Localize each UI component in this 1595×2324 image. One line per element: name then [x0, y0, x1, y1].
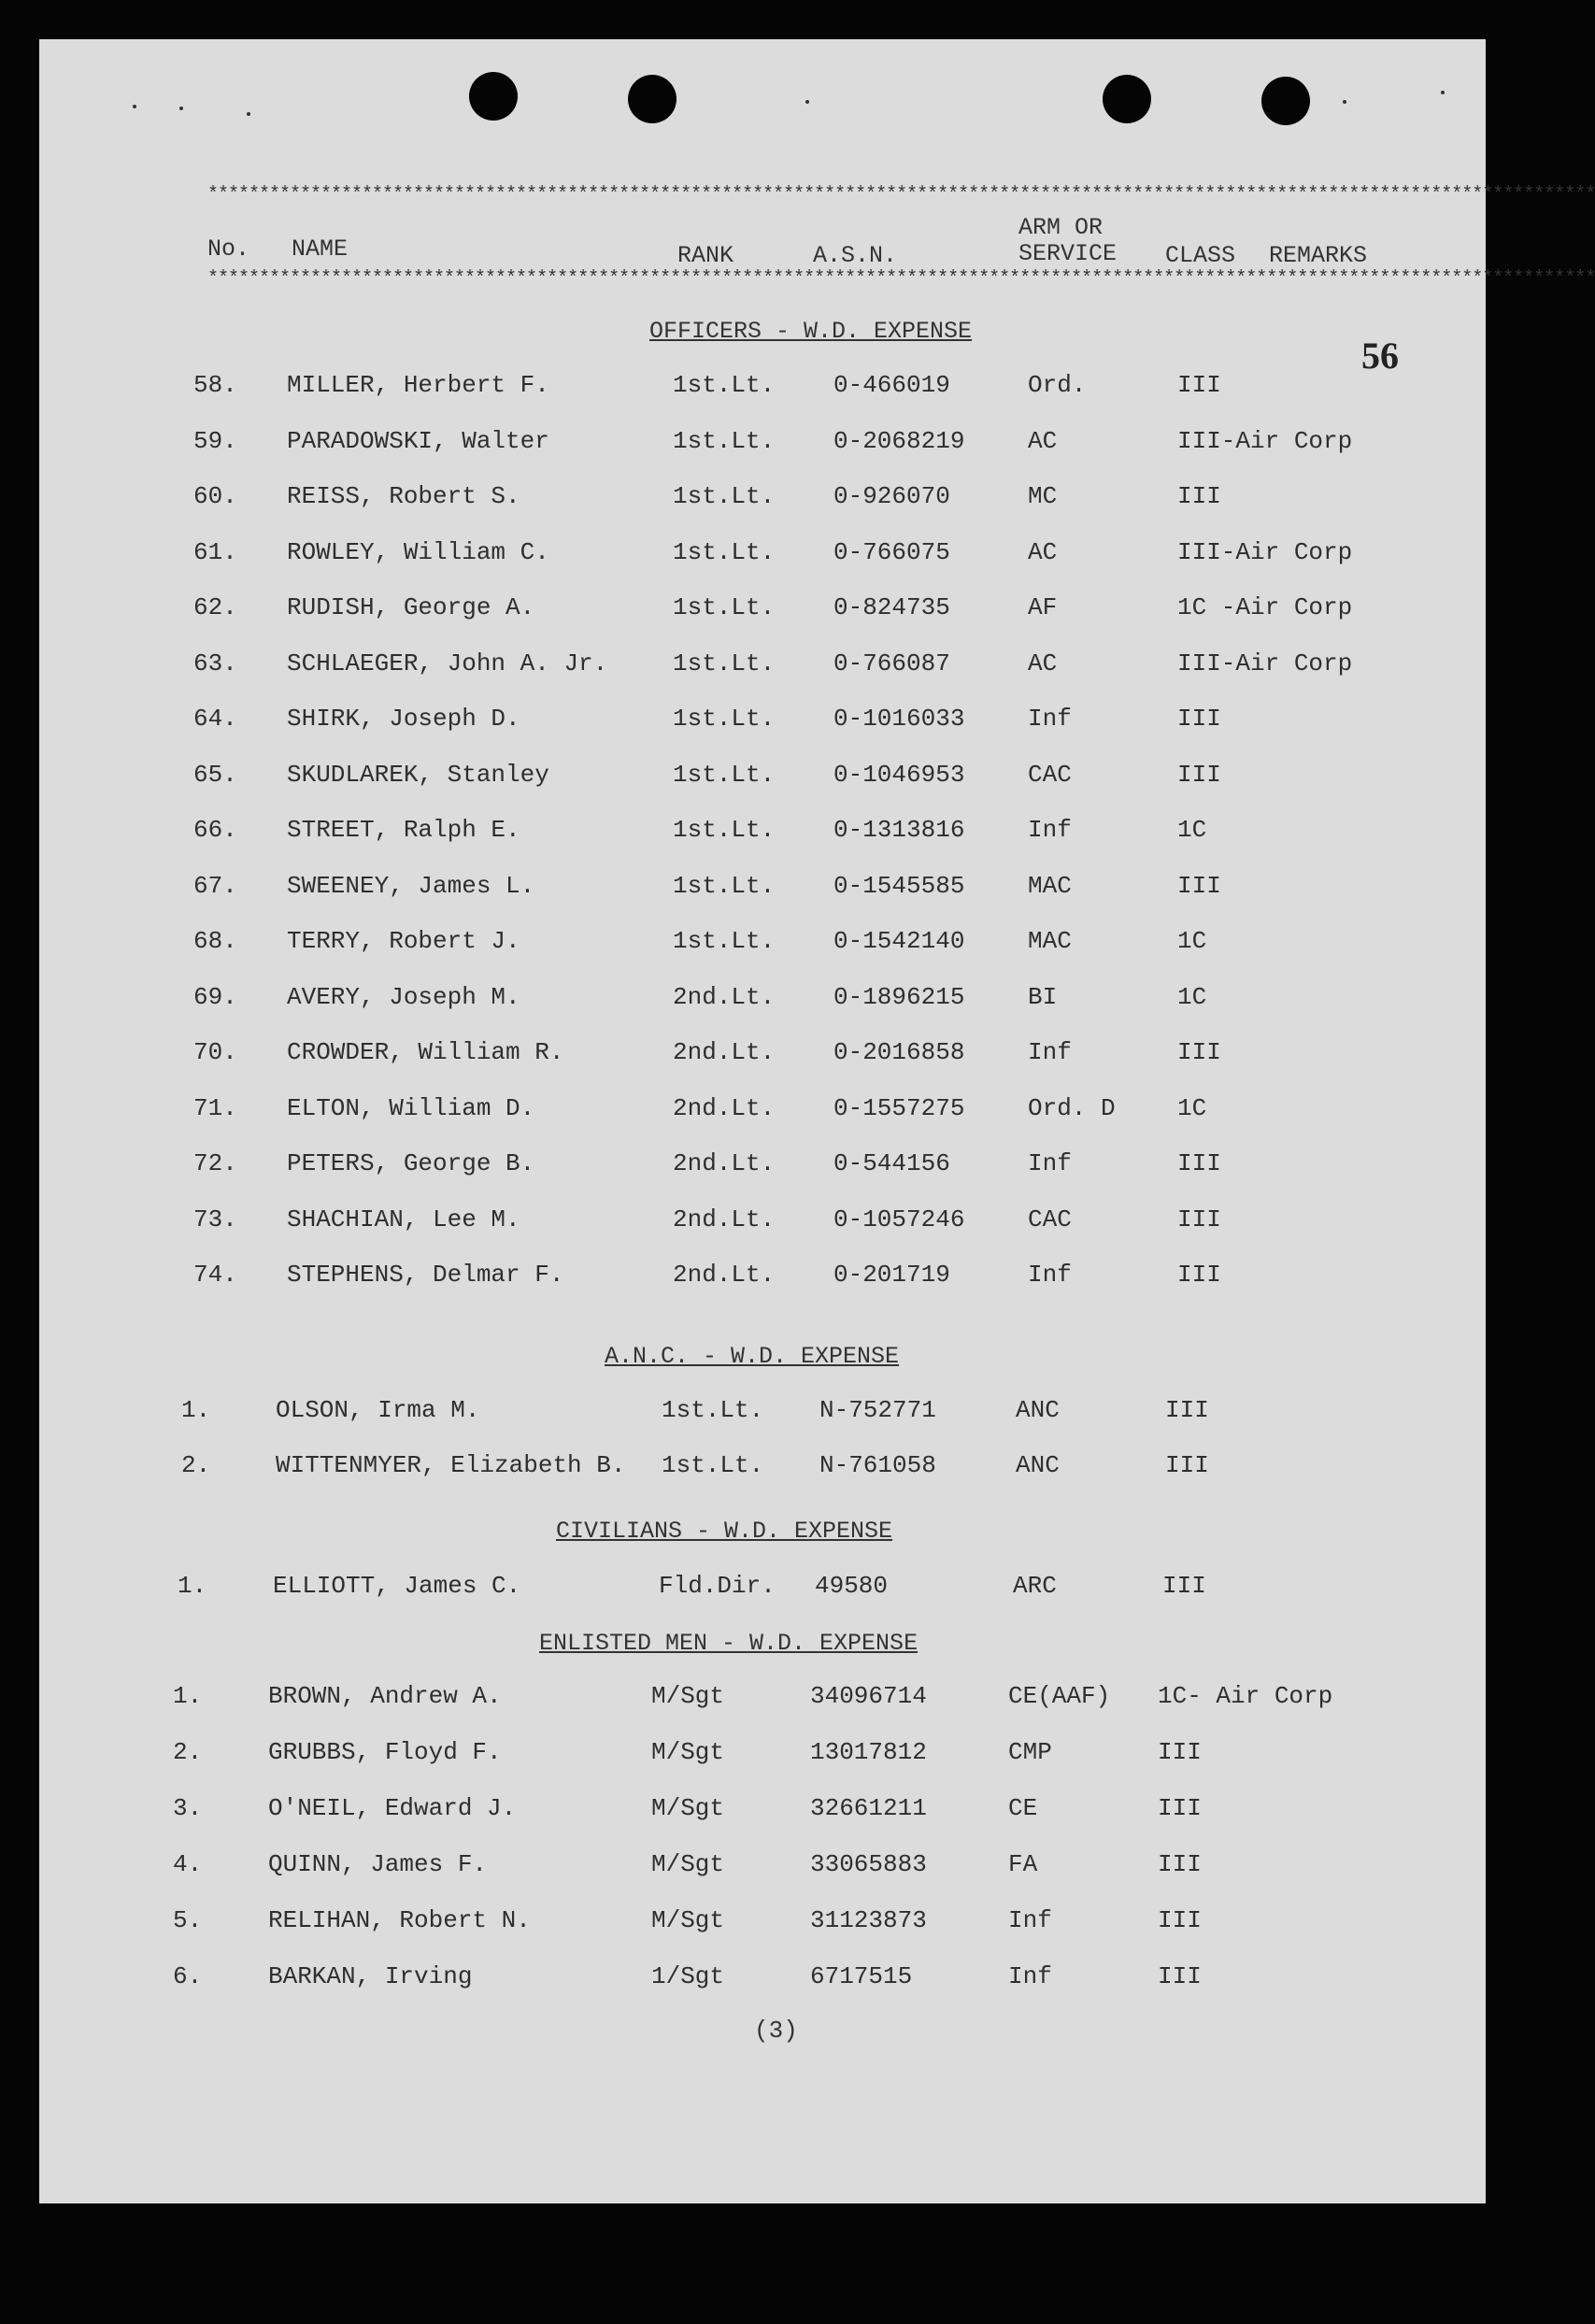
cell-rank: M/Sgt	[651, 1794, 725, 1822]
cell-asn: 0-1016033	[833, 705, 965, 733]
cell-service: BI	[1028, 982, 1058, 1011]
cell-asn: 0-1313816	[833, 816, 965, 844]
cell-rank: 1st.Lt.	[673, 593, 776, 621]
table-row	[39, 1906, 1486, 1944]
cell-name: RELIHAN, Robert N.	[268, 1906, 531, 1934]
cell-class: 1C	[1177, 982, 1207, 1011]
cell-class: III-Air Corp	[1177, 649, 1353, 677]
cell-class: III	[1177, 1205, 1221, 1233]
cell-no: 3.	[173, 1794, 203, 1822]
table-row	[39, 1396, 1486, 1433]
table-row	[39, 983, 1486, 1020]
cell-no: 73.	[193, 1205, 237, 1233]
cell-rank: 2nd.Lt.	[673, 1038, 776, 1066]
table-row	[39, 371, 1486, 408]
cell-asn: 33065883	[810, 1850, 927, 1878]
cell-name: MILLER, Herbert F.	[287, 371, 549, 399]
stars-rule-bottom: ***************************************************************************************************************************************	[207, 268, 1595, 290]
cell-class: III	[1177, 871, 1221, 900]
cell-service: MAC	[1028, 927, 1072, 955]
header-name: NAME	[292, 235, 349, 263]
cell-asn: 0-1542140	[833, 927, 965, 955]
cell-class: III	[1158, 1906, 1202, 1934]
punch-hole	[1103, 75, 1151, 123]
cell-rank: M/Sgt	[651, 1906, 725, 1934]
cell-name: RUDISH, George A.	[287, 593, 535, 621]
cell-rank: 2nd.Lt.	[673, 1149, 776, 1177]
cell-service: CE	[1008, 1794, 1038, 1822]
cell-service: ARC	[1013, 1572, 1057, 1600]
speck	[133, 105, 136, 108]
table-row	[39, 1149, 1486, 1187]
table-row	[39, 1738, 1486, 1775]
cell-service: Inf	[1008, 1962, 1052, 1990]
cell-name: STEPHENS, Delmar F.	[287, 1261, 564, 1289]
cell-no: 70.	[193, 1038, 237, 1066]
cell-service: Inf	[1028, 1038, 1072, 1066]
cell-name: SHIRK, Joseph D.	[287, 705, 520, 733]
cell-rank: M/Sgt	[651, 1850, 725, 1878]
table-row	[39, 1572, 1486, 1609]
cell-name: SKUDLAREK, Stanley	[287, 760, 549, 789]
cell-rank: 2nd.Lt.	[673, 1261, 776, 1289]
document-page	[39, 39, 1595, 2203]
table-row	[39, 1794, 1486, 1832]
cell-name: REISS, Robert S.	[287, 482, 520, 510]
cell-asn: 13017812	[810, 1738, 927, 1766]
cell-service: MAC	[1028, 871, 1072, 900]
cell-rank: 1st.Lt.	[673, 927, 776, 955]
cell-rank: 1/Sgt	[651, 1962, 725, 1990]
cell-rank: 1st.Lt.	[662, 1396, 764, 1424]
cell-class: III	[1177, 705, 1221, 733]
cell-rank: 1st.Lt.	[673, 871, 776, 900]
cell-rank: 1st.Lt.	[673, 371, 776, 399]
cell-rank: M/Sgt	[651, 1682, 725, 1710]
cell-class: 1C	[1177, 816, 1207, 844]
table-row	[39, 816, 1486, 853]
section-title-anc: A.N.C. - W.D. EXPENSE	[605, 1343, 900, 1370]
table-row	[39, 1038, 1486, 1076]
cell-rank: M/Sgt	[651, 1738, 725, 1766]
cell-name: SWEENEY, James L.	[287, 871, 535, 900]
section-title-enlisted: ENLISTED MEN - W.D. EXPENSE	[539, 1630, 919, 1657]
table-row	[39, 1205, 1486, 1243]
table-row	[39, 1962, 1486, 2000]
cell-service: ANC	[1016, 1396, 1060, 1424]
cell-name: O'NEIL, Edward J.	[268, 1794, 517, 1822]
section-title-civilians: CIVILIANS - W.D. EXPENSE	[556, 1518, 893, 1545]
cell-no: 63.	[193, 649, 237, 677]
cell-asn: 0-544156	[833, 1149, 950, 1177]
cell-name: PARADOWSKI, Walter	[287, 426, 549, 455]
cell-service: MC	[1028, 482, 1058, 510]
cell-asn: 0-766087	[833, 649, 950, 677]
cell-class: III	[1165, 1451, 1209, 1479]
cell-name: BARKAN, Irving	[268, 1962, 473, 1990]
cell-asn: 0-2068219	[833, 426, 965, 455]
cell-asn: 0-466019	[833, 371, 950, 399]
table-row	[39, 761, 1486, 798]
cell-no: 2.	[181, 1451, 211, 1479]
cell-rank: 1st.Lt.	[662, 1451, 764, 1479]
cell-asn: 0-1046953	[833, 760, 965, 789]
table-row	[39, 1451, 1486, 1489]
cell-class: 1C -Air Corp	[1177, 593, 1353, 621]
table-row	[39, 482, 1486, 520]
cell-name: BROWN, Andrew A.	[268, 1682, 502, 1710]
cell-class: III	[1158, 1850, 1202, 1878]
cell-asn: 6717515	[810, 1962, 913, 1990]
cell-no: 64.	[193, 705, 237, 733]
cell-name: STREET, Ralph E.	[287, 816, 520, 844]
cell-class: 1C	[1177, 927, 1207, 955]
cell-name: ELTON, William D.	[287, 1093, 535, 1122]
cell-no: 2.	[173, 1738, 203, 1766]
page-number: 56	[1361, 335, 1399, 377]
table-row	[39, 705, 1486, 742]
cell-no: 59.	[193, 426, 237, 455]
cell-name: SCHLAEGER, John A. Jr.	[287, 649, 608, 677]
cell-no: 5.	[173, 1906, 203, 1934]
cell-service: AC	[1028, 426, 1058, 455]
cell-asn: 0-824735	[833, 593, 950, 621]
cell-rank: 2nd.Lt.	[673, 1205, 776, 1233]
cell-class: III	[1177, 371, 1221, 399]
cell-class: III	[1177, 482, 1221, 510]
cell-service: ANC	[1016, 1451, 1060, 1479]
cell-class: 1C- Air Corp	[1158, 1682, 1333, 1710]
cell-service: Ord.	[1028, 371, 1087, 399]
cell-no: 62.	[193, 593, 237, 621]
page-footer: (3)	[754, 2017, 798, 2045]
cell-no: 60.	[193, 482, 237, 510]
cell-class: III	[1158, 1962, 1202, 1990]
cell-service: Inf	[1028, 1261, 1072, 1289]
cell-asn: 0-1896215	[833, 982, 965, 1011]
cell-class: III	[1158, 1738, 1202, 1766]
cell-service: AC	[1028, 649, 1058, 677]
cell-rank: 1st.Lt.	[673, 482, 776, 510]
cell-name: WITTENMYER, Elizabeth B.	[276, 1451, 626, 1479]
cell-name: TERRY, Robert J.	[287, 927, 520, 955]
header-rank: RANK	[677, 242, 734, 269]
cell-class: III	[1177, 1261, 1221, 1289]
cell-service: CAC	[1028, 760, 1072, 789]
cell-name: AVERY, Joseph M.	[287, 982, 520, 1011]
cell-asn: N-752771	[819, 1396, 936, 1424]
cell-rank: 1st.Lt.	[673, 816, 776, 844]
speck	[1441, 91, 1445, 94]
cell-no: 1.	[181, 1396, 211, 1424]
cell-class: III	[1165, 1396, 1209, 1424]
cell-service: AF	[1028, 593, 1058, 621]
header-class: CLASS	[1165, 242, 1236, 269]
cell-class: III	[1177, 760, 1221, 789]
cell-service: CAC	[1028, 1205, 1072, 1233]
cell-rank: 2nd.Lt.	[673, 1093, 776, 1122]
cell-service: CMP	[1008, 1738, 1052, 1766]
cell-service: Inf	[1008, 1906, 1052, 1934]
cell-no: 58.	[193, 371, 237, 399]
cell-asn: 0-201719	[833, 1261, 950, 1289]
cell-class: III	[1177, 1149, 1221, 1177]
cell-asn: 0-1057246	[833, 1205, 965, 1233]
cell-no: 1.	[173, 1682, 203, 1710]
cell-rank: 1st.Lt.	[673, 426, 776, 455]
cell-asn: 0-766075	[833, 537, 950, 566]
cell-no: 71.	[193, 1093, 237, 1122]
stars-rule-top: ***************************************************************************************************************************************	[207, 184, 1595, 206]
header-asn: A.S.N.	[813, 242, 898, 269]
punch-hole	[628, 75, 676, 123]
cell-asn: 0-1557275	[833, 1093, 965, 1122]
cell-no: 72.	[193, 1149, 237, 1177]
cell-name: SHACHIAN, Lee M.	[287, 1205, 520, 1233]
table-row	[39, 427, 1486, 464]
cell-class: III-Air Corp	[1177, 537, 1353, 566]
table-row	[39, 593, 1486, 631]
cell-no: 4.	[173, 1850, 203, 1878]
cell-name: GRUBBS, Floyd F.	[268, 1738, 502, 1766]
cell-rank: 1st.Lt.	[673, 649, 776, 677]
cell-asn: 31123873	[810, 1906, 927, 1934]
cell-service: CE(AAF)	[1008, 1682, 1111, 1710]
cell-asn: 32661211	[810, 1794, 927, 1822]
cell-asn: N-761058	[819, 1451, 936, 1479]
cell-class: III-Air Corp	[1177, 426, 1353, 455]
table-row	[39, 872, 1486, 909]
cell-no: 6.	[173, 1962, 203, 1990]
table-row	[39, 1682, 1486, 1719]
cell-service: Inf	[1028, 1149, 1072, 1177]
table-row	[39, 1261, 1486, 1298]
cell-class: III	[1158, 1794, 1202, 1822]
cell-no: 67.	[193, 871, 237, 900]
cell-asn: 34096714	[810, 1682, 927, 1710]
punch-hole	[1261, 77, 1310, 125]
header-no: No.	[207, 235, 250, 263]
cell-asn: 49580	[815, 1572, 889, 1600]
cell-service: FA	[1008, 1850, 1038, 1878]
cell-class: III	[1162, 1572, 1206, 1600]
cell-service: Inf	[1028, 705, 1072, 733]
cell-service: AC	[1028, 537, 1058, 566]
cell-asn: 0-1545585	[833, 871, 965, 900]
cell-service: Ord. D	[1028, 1093, 1116, 1122]
cell-class: 1C	[1177, 1093, 1207, 1122]
punch-hole	[469, 72, 518, 121]
cell-rank: Fld.Dir.	[659, 1572, 776, 1600]
speck	[179, 107, 183, 110]
cell-name: ELLIOTT, James C.	[273, 1572, 521, 1600]
table-row	[39, 927, 1486, 964]
header-service: SERVICE	[1018, 240, 1118, 267]
table-row	[39, 649, 1486, 687]
speck	[805, 100, 809, 104]
cell-no: 61.	[193, 537, 237, 566]
header-remarks: REMARKS	[1269, 242, 1368, 269]
table-row	[39, 1850, 1486, 1888]
speck	[1343, 100, 1346, 104]
cell-name: OLSON, Irma M.	[276, 1396, 480, 1424]
cell-no: 65.	[193, 760, 237, 789]
cell-no: 1.	[178, 1572, 207, 1600]
cell-rank: 1st.Lt.	[673, 705, 776, 733]
cell-no: 69.	[193, 982, 237, 1011]
cell-no: 66.	[193, 816, 237, 844]
cell-name: ROWLEY, William C.	[287, 537, 549, 566]
table-row	[39, 1094, 1486, 1132]
cell-rank: 2nd.Lt.	[673, 982, 776, 1011]
cell-no: 74.	[193, 1261, 237, 1289]
cell-class: III	[1177, 1038, 1221, 1066]
cell-no: 68.	[193, 927, 237, 955]
cell-service: Inf	[1028, 816, 1072, 844]
cell-asn: 0-926070	[833, 482, 950, 510]
header-arm-or: ARM OR	[1018, 214, 1104, 241]
cell-rank: 1st.Lt.	[673, 760, 776, 789]
section-title-officers: OFFICERS - W.D. EXPENSE	[649, 318, 973, 345]
table-row	[39, 538, 1486, 576]
cell-asn: 0-2016858	[833, 1038, 965, 1066]
cell-name: QUINN, James F.	[268, 1850, 488, 1878]
cell-rank: 1st.Lt.	[673, 537, 776, 566]
speck	[247, 112, 250, 116]
cell-name: CROWDER, William R.	[287, 1038, 564, 1066]
cell-name: PETERS, George B.	[287, 1149, 535, 1177]
